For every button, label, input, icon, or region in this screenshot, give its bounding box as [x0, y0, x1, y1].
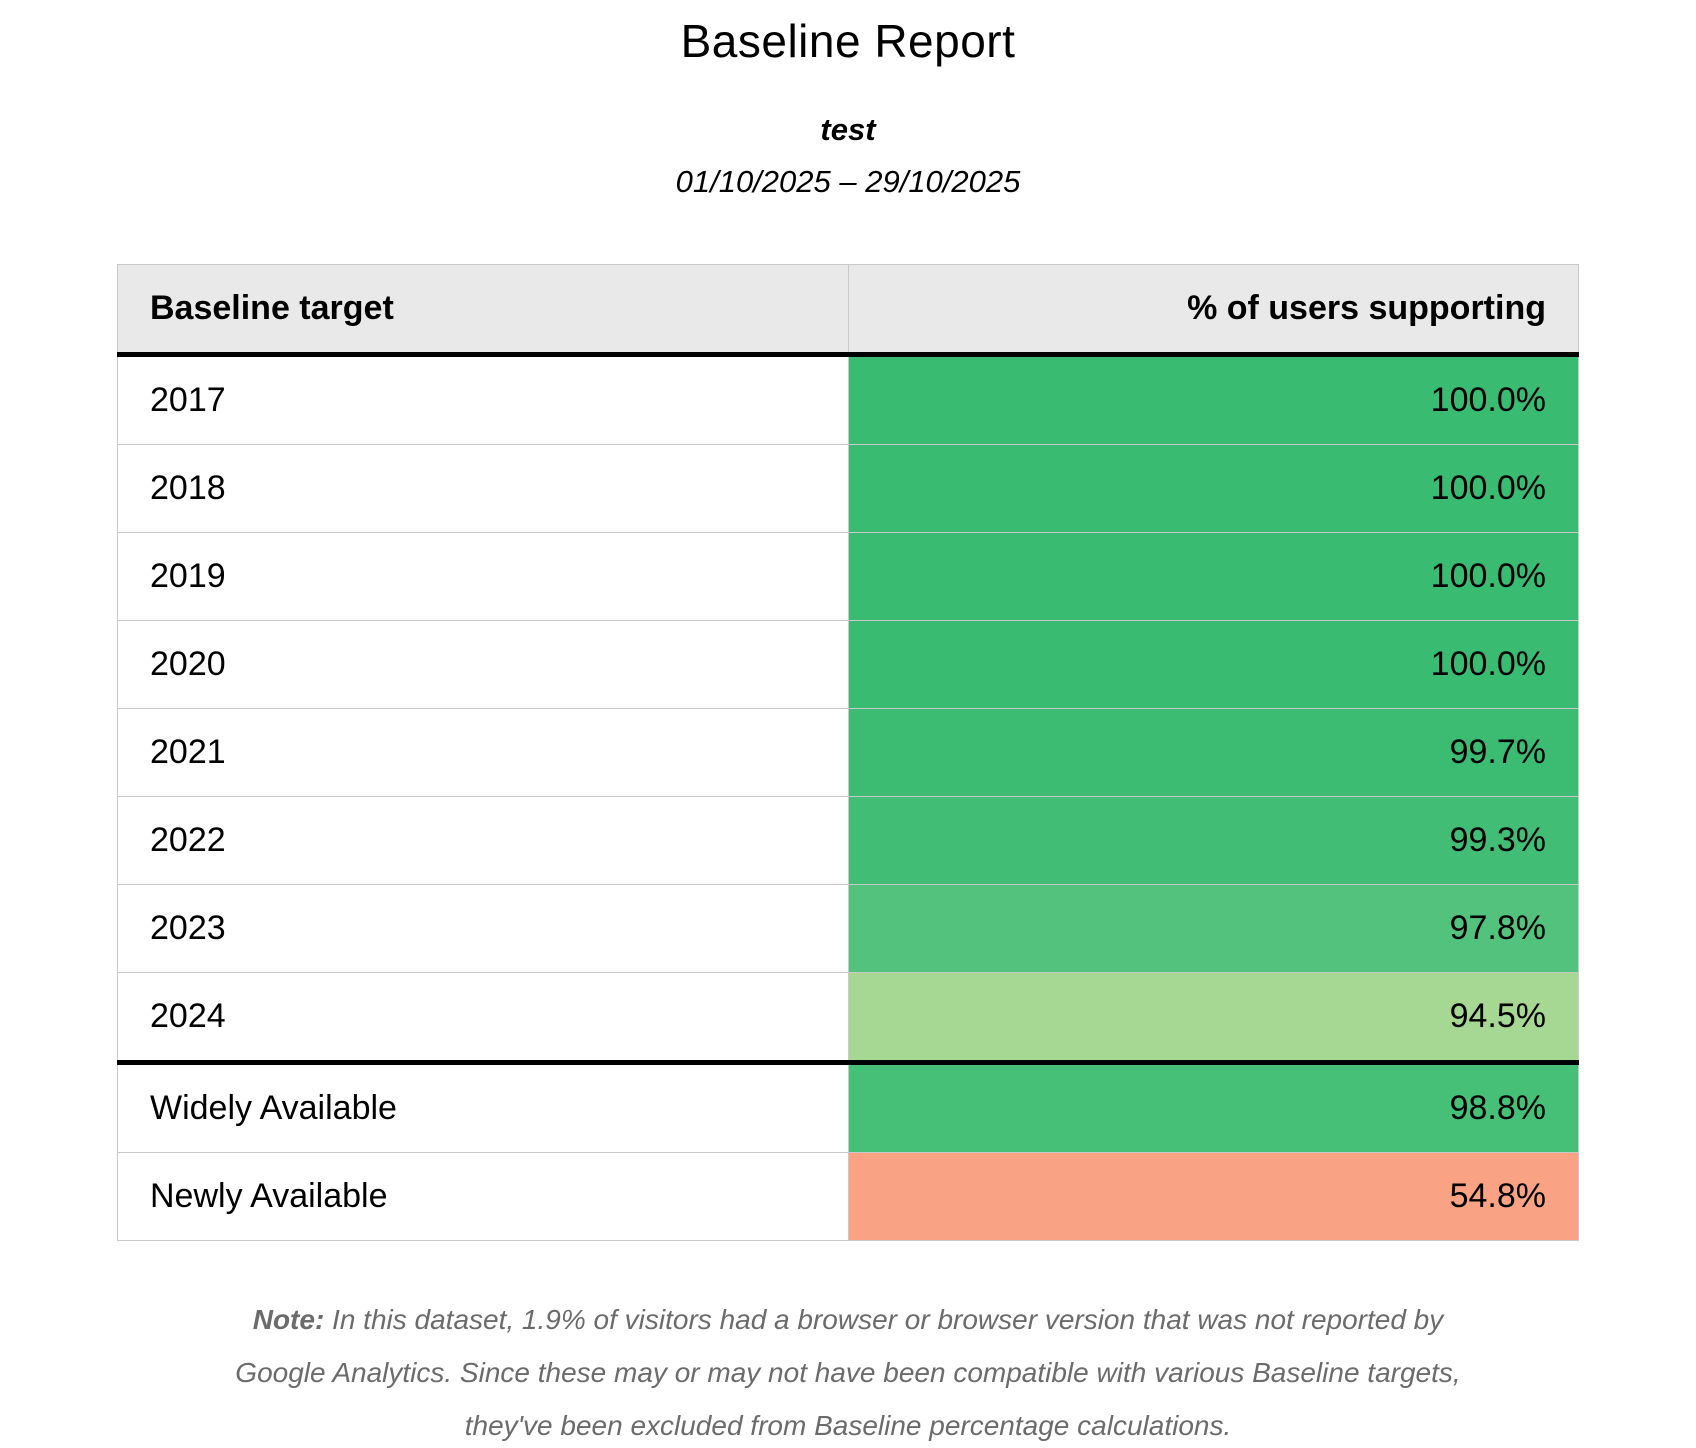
baseline-target-cell: 2017 [118, 355, 849, 445]
table-row-widely-available [118, 1063, 1579, 1153]
table-row [118, 621, 1579, 709]
percent-cell: 99.7% [848, 709, 1579, 797]
percent-cell: 98.8% [848, 1063, 1579, 1153]
baseline-target-cell: 2018 [118, 445, 849, 533]
table-row [118, 355, 1579, 445]
baseline-table [117, 264, 1579, 1241]
baseline-target-cell: Newly Available [118, 1153, 849, 1241]
table-row [118, 445, 1579, 533]
baseline-target-cell: 2019 [118, 533, 849, 621]
percent-cell: 100.0% [848, 355, 1579, 445]
baseline-target-cell: 2022 [118, 797, 849, 885]
percent-cell: 54.8% [848, 1153, 1579, 1241]
footnote [213, 1293, 1483, 1448]
table-row [118, 973, 1579, 1063]
baseline-target-cell: 2023 [118, 885, 849, 973]
baseline-target-cell: 2021 [118, 709, 849, 797]
table-header-row [118, 265, 1579, 355]
column-header-baseline-target: Baseline target [118, 265, 849, 355]
baseline-target-cell: Widely Available [118, 1063, 849, 1153]
page-title: Baseline Report [680, 15, 1016, 67]
percent-cell: 99.3% [848, 797, 1579, 885]
percent-cell: 100.0% [848, 445, 1579, 533]
table-row [118, 885, 1579, 973]
percent-cell: 97.8% [848, 885, 1579, 973]
table-row [118, 797, 1579, 885]
percent-cell: 100.0% [848, 621, 1579, 709]
percent-cell: 94.5% [848, 973, 1579, 1063]
percent-cell: 100.0% [848, 533, 1579, 621]
baseline-target-cell: 2020 [118, 621, 849, 709]
report-subtitle: test [820, 112, 876, 147]
baseline-target-cell: 2024 [118, 973, 849, 1063]
footnote-label: Note: [252, 1304, 325, 1335]
footnote-text: In this dataset, 1.9% of visitors had a browser or browser version that was not reported by Google Analytics. Since these may or may not have been compatible with various Baseline targets, they've been excluded from Baseline percentage calculations. [235, 1304, 1461, 1442]
table-row-newly-available [118, 1153, 1579, 1241]
report-date-range: 01/10/2025 – 29/10/2025 [675, 164, 1021, 199]
column-header-percent-supporting: % of users supporting [848, 265, 1579, 355]
table-row [118, 533, 1579, 621]
table-row [118, 709, 1579, 797]
